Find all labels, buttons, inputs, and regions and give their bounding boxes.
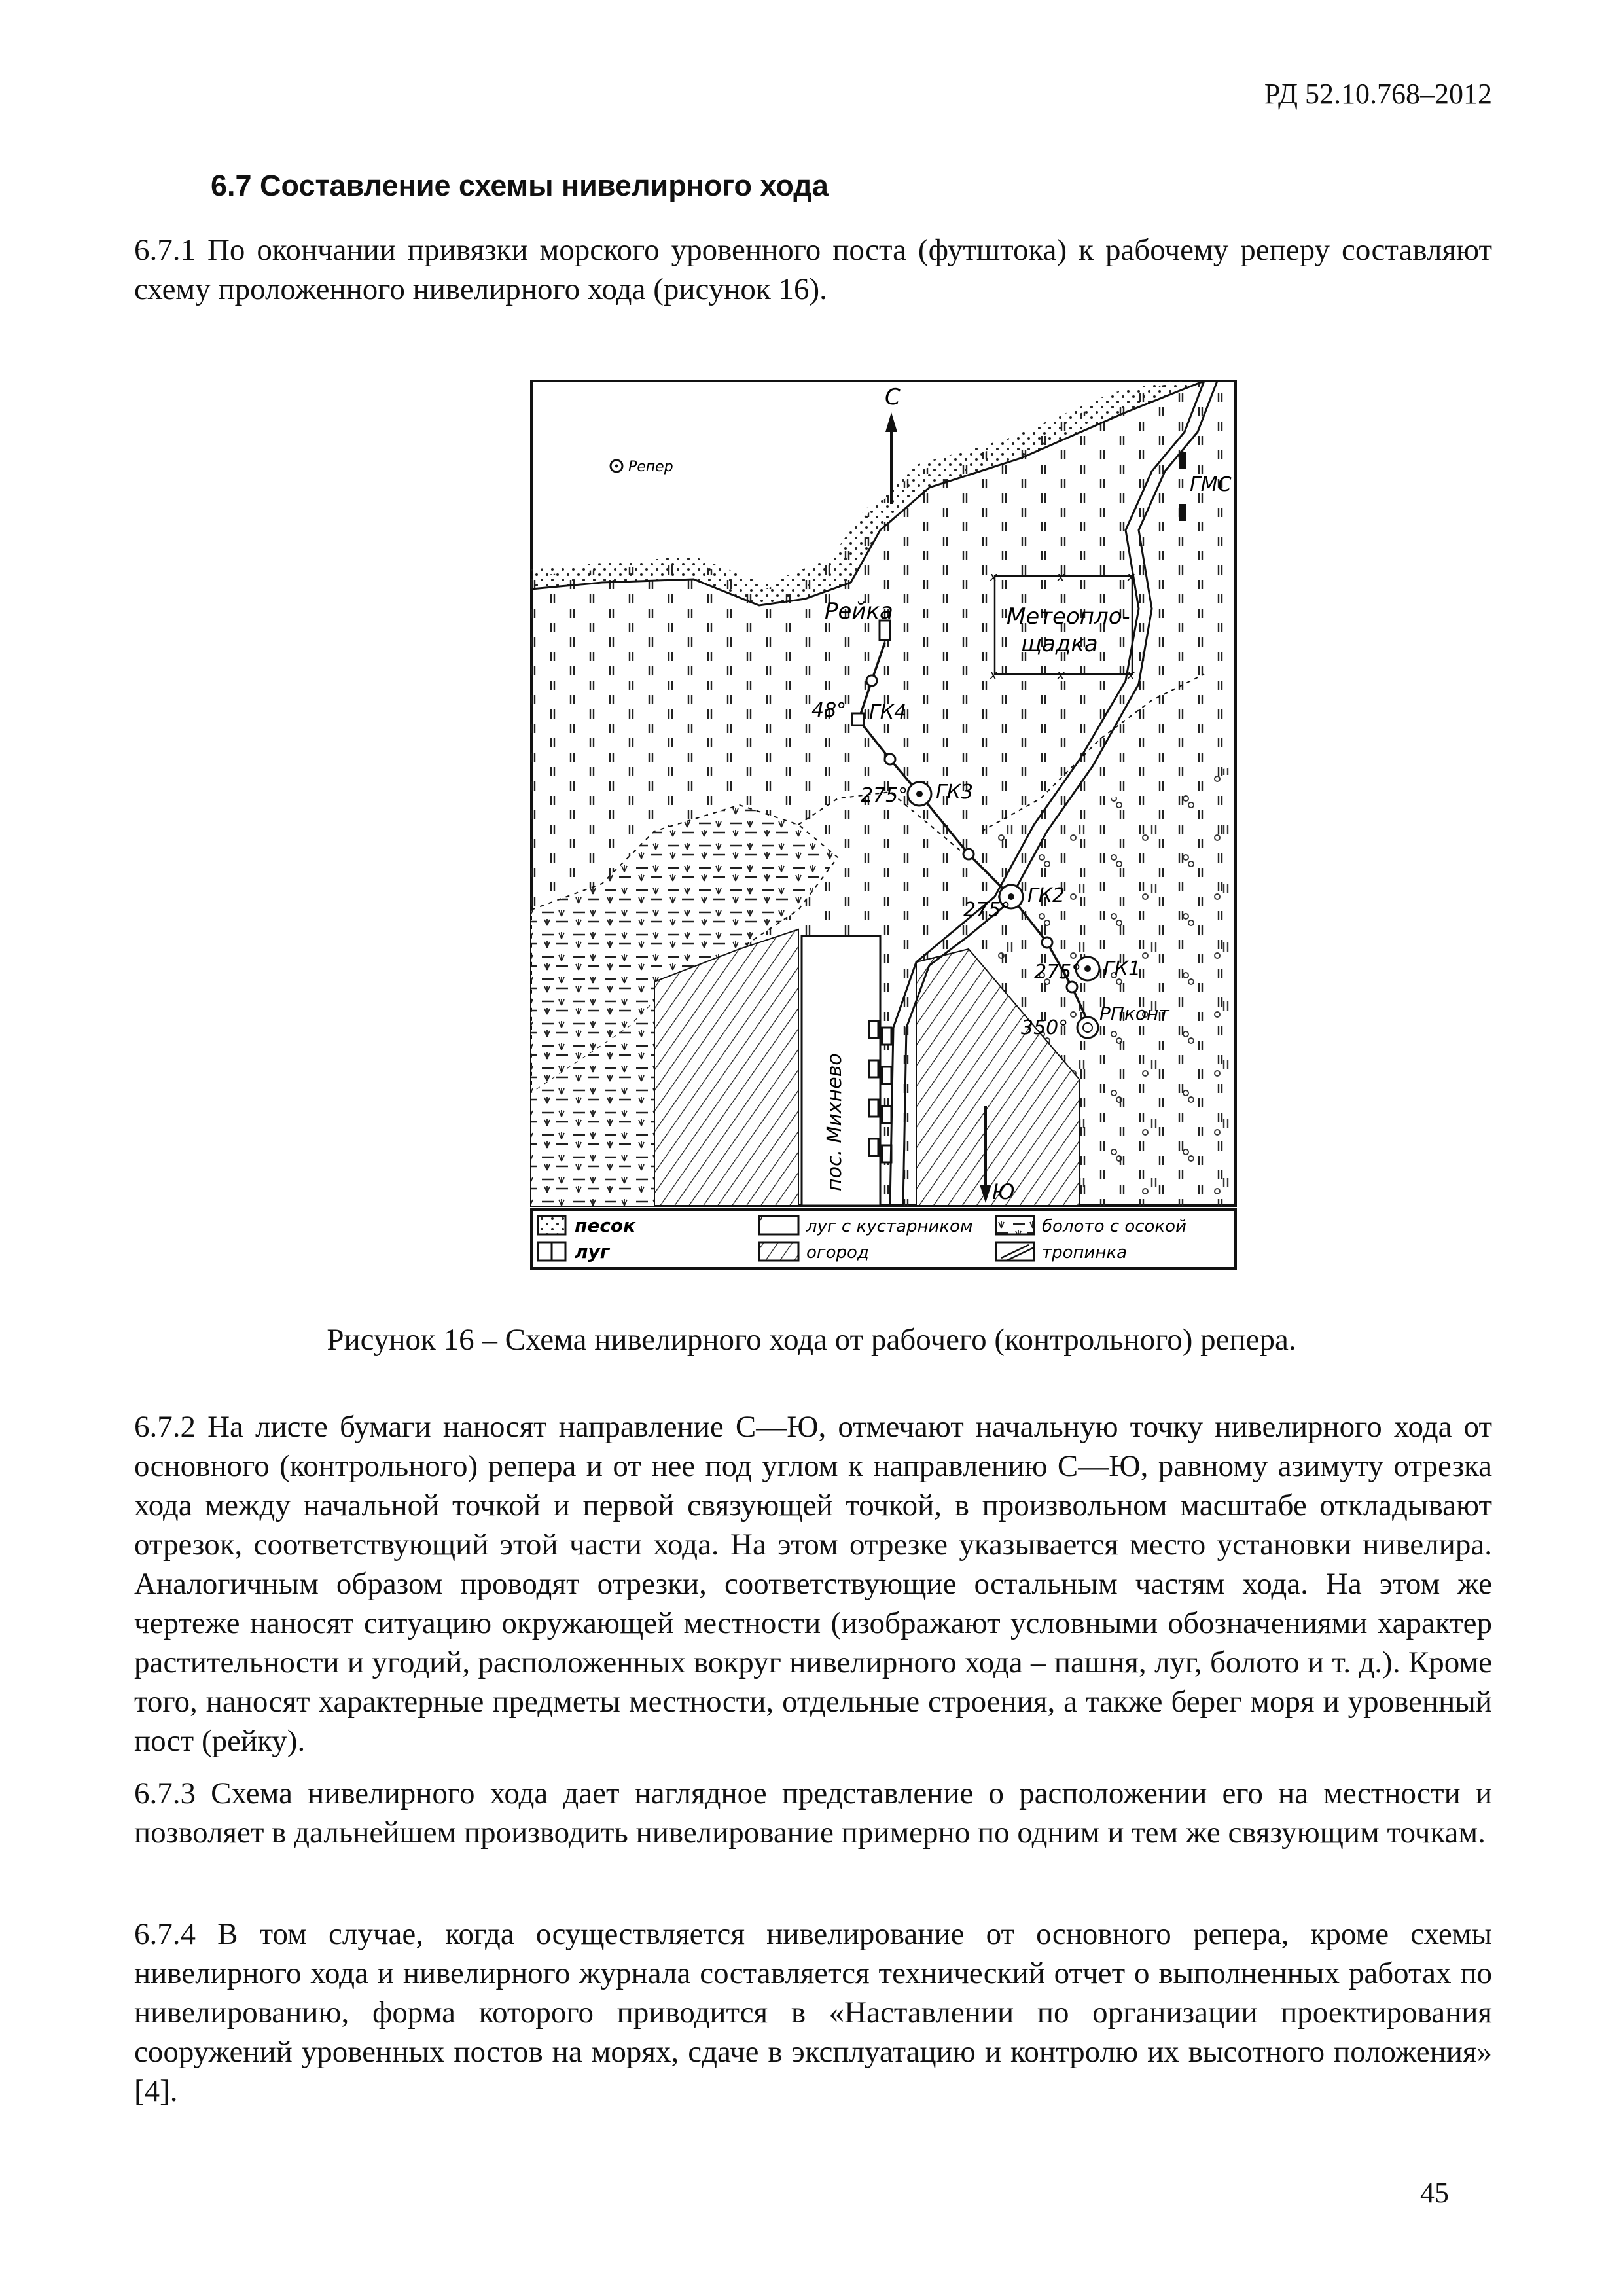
legend-meadow-label: луг xyxy=(575,1241,610,1263)
north-label: С xyxy=(885,384,901,410)
azimuth-275-gk1: 275° xyxy=(1034,961,1082,984)
azimuth-48: 48° xyxy=(812,699,847,722)
gk3-label: ГК3 xyxy=(936,781,974,804)
gk2-label: ГК2 xyxy=(1027,884,1065,907)
figure-caption: Рисунок 16 – Схема нивелирного хода от рабочего (контрольного) репера. xyxy=(327,1323,1296,1357)
gk4-label: ГК4 xyxy=(869,701,907,724)
gk1-label: ГК1 xyxy=(1103,958,1141,980)
paragraph-6-7-3: 6.7.3 Схема нивелирного хода дает наглядное представление о расположении его на местности и позволяет в дальнейшем производить нивелирование примерно по одним и тем же связующим точкам. xyxy=(134,1776,1492,1850)
legend-sand-label: песок xyxy=(575,1215,636,1236)
azimuth-275-gk2: 275° xyxy=(963,899,1011,922)
tide-staff-label: Рейка xyxy=(825,598,893,624)
svg-text:x: x xyxy=(1057,667,1065,683)
rp-label: РПконт xyxy=(1099,1003,1169,1024)
leveling-route-map xyxy=(524,373,1243,1276)
meteo-site-label-2: щадка xyxy=(1021,631,1098,657)
legend-swamp-swatch xyxy=(996,1216,1034,1234)
svg-text:x: x xyxy=(990,667,997,683)
gms-label: ГМС xyxy=(1190,473,1232,496)
azimuth-350: 350° xyxy=(1021,1016,1069,1039)
gk3-marker xyxy=(908,782,931,806)
legend-meadow-shrub-swatch xyxy=(759,1216,798,1234)
legend-meadow-shrub-label: луг с кустарником xyxy=(806,1217,973,1236)
section-heading: 6.7 Составление схемы нивелирного хода xyxy=(211,169,829,202)
paragraph-6-7-2: 6.7.2 На листе бумаги наносят направление С—Ю, отмечают начальную точку нивелирного хода от основного (контрольного) репера и от нее под углом к направлению С—Ю, равному азимуту отрезка хода между начальной точкой и первой связующей точкой, в произвольном масштабе откладывают отрезок, соответствующий этой части хода. На этом отрезке указывается место установки нивелира. Аналогичным образом проводят отрезки, соответствующие остальным частям хода. На этом же чертеже наносят ситуацию окружающей местности (изображают условными обозначениями характер растительности и угодий, расположенных вокруг нивелирного хода – пашня, луг, болото и т. д.). Кроме того, наносят характерные предметы местности, отдельные строения, а также берег моря и уровенный пост (рейку). xyxy=(134,1410,1492,1758)
map-legend xyxy=(531,1210,1236,1268)
legend-garden-label: огород xyxy=(806,1243,869,1263)
svg-text:x: x xyxy=(990,569,997,584)
svg-text:x: x xyxy=(1127,569,1135,584)
paragraph-6-7-1: 6.7.1 По окончании привязки морского уровенного поста (футштока) к рабочему реперу составляют схему проложенного нивелирного хода (рисунок 16). xyxy=(134,233,1492,306)
svg-text:x: x xyxy=(1127,667,1135,683)
legend-meadow-swatch xyxy=(538,1242,565,1261)
azimuth-275-gk3: 275° xyxy=(861,784,908,807)
legend-path-label: тропинка xyxy=(1042,1243,1128,1263)
legend-swamp-label: болото с осокой xyxy=(1042,1217,1186,1236)
village-label: пос. Михнево xyxy=(823,1053,846,1191)
legend-sand-swatch xyxy=(538,1216,565,1234)
rp-control-marker xyxy=(1077,1017,1098,1038)
south-label: Ю xyxy=(992,1179,1015,1204)
leveling-route-figure xyxy=(524,373,1243,1276)
page-number: 45 xyxy=(1420,2177,1449,2209)
document-code: РД 52.10.768–2012 xyxy=(1264,78,1492,110)
legend-path-swatch xyxy=(996,1242,1034,1261)
gk4-marker xyxy=(852,713,864,725)
meteo-site-label-1: Метеопло- xyxy=(1007,603,1130,630)
reper-label: Репер xyxy=(628,459,673,475)
legend-garden-swatch xyxy=(759,1242,798,1261)
paragraph-6-7-4: 6.7.4 В том случае, когда осуществляется нивелирование от основного репера, кроме схемы нивелирного хода и нивелирного журнала составляется технический отчет о выполненных работах по нивелированию, форма которого приводится в «Наставлении по организации проектирования сооружений уровенных постов на морях, сдаче в эксплуатацию и контролю их высотного положения» [4]. xyxy=(134,1917,1492,2108)
svg-text:x: x xyxy=(1057,569,1065,584)
